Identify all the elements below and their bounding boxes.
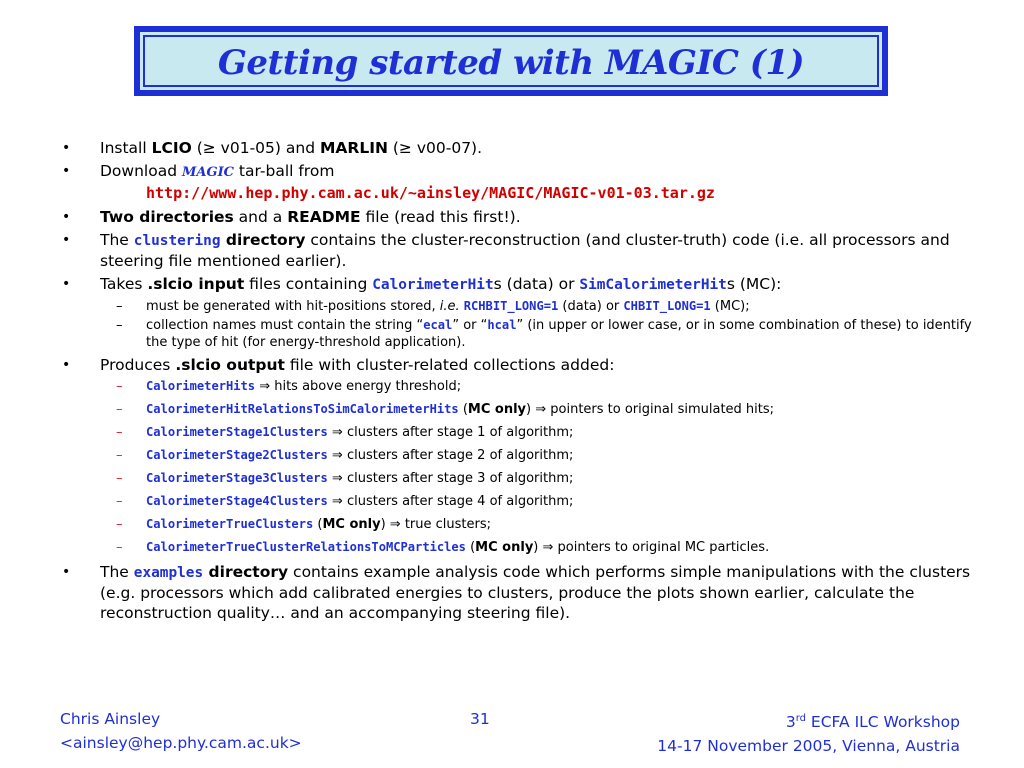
workshop-dates: 14-17 November 2005, Vienna, Austria <box>657 737 960 756</box>
text: file with cluster-related collections added: <box>284 356 615 374</box>
lcio-label: LCIO <box>151 139 192 157</box>
collection-description: ⇒ true clusters; <box>385 517 492 532</box>
text: Download <box>100 162 182 180</box>
dash-icon: – <box>116 494 123 509</box>
subbullet-collection-names <box>60 317 990 351</box>
collection-code: CalorimeterHitRelationsToSimCalorimeterHits <box>146 402 459 416</box>
text: contains the cluster-reconstruction (and cluster-truth) code (i.e. all processors and steering file mentioned earlier). <box>100 231 950 270</box>
text: (≥ v00-07). <box>387 139 483 157</box>
mc-only-label: MC only <box>467 402 527 417</box>
text: s (MC): <box>726 275 782 293</box>
collection-code: CalorimeterStage3Clusters <box>146 471 328 485</box>
collection-item <box>60 470 990 487</box>
dash-icon: – <box>116 540 123 555</box>
mc-only-label: MC only <box>322 517 381 532</box>
bullet-produces <box>60 355 990 375</box>
author-name: Chris Ainsley <box>60 710 161 728</box>
text: and a <box>233 208 288 226</box>
text: ) <box>380 517 386 532</box>
text: file (read this first!). <box>360 208 521 226</box>
author-email: <ainsley@hep.phy.cam.ac.uk> <box>60 734 302 752</box>
text: (MC); <box>710 299 750 314</box>
collection-description: ⇒ clusters after stage 3 of algorithm; <box>327 471 574 486</box>
magic-logo: MAGIC <box>181 165 234 180</box>
examples-code: examples <box>133 565 204 581</box>
collections-list <box>60 378 990 556</box>
collection-description: ⇒ hits above energy threshold; <box>255 379 462 394</box>
bullet-icon: • <box>62 209 71 225</box>
text: ) <box>526 402 532 417</box>
bullet-takes <box>60 274 990 295</box>
collection-code: CalorimeterStage2Clusters <box>146 448 328 462</box>
workshop-name <box>657 707 960 734</box>
bullet-install <box>60 138 990 158</box>
rchbit-code: RCHBIT_LONG=1 <box>463 299 559 313</box>
collection-item <box>60 447 990 464</box>
title-box <box>134 26 888 96</box>
collection-item <box>60 378 990 395</box>
collection-code: CalorimeterStage1Clusters <box>146 425 328 439</box>
collection-item <box>60 516 990 533</box>
text: tar-ball from <box>234 162 335 180</box>
dash-icon: – <box>116 448 123 463</box>
directory-label: directory <box>203 563 289 581</box>
collection-item <box>60 493 990 510</box>
slcio-input-label: .slcio input <box>147 275 245 293</box>
text: collection names must contain the string “ <box>146 318 424 333</box>
collection-item <box>60 401 990 418</box>
collection-code: CalorimeterTrueClusters <box>146 517 314 531</box>
collection-code: CalorimeterStage4Clusters <box>146 494 328 508</box>
slide-title: Getting started with MAGIC (1) <box>217 43 805 83</box>
hcal-code: hcal <box>487 318 517 332</box>
bullet-icon: • <box>62 357 71 373</box>
footer-page-number: 31 <box>470 710 490 728</box>
bullet-icon: • <box>62 564 71 580</box>
readme-label: README <box>287 208 361 226</box>
text: ” or “ <box>452 318 488 333</box>
url-line <box>60 183 990 203</box>
ordinal: 3 <box>785 713 796 732</box>
text: (data) or <box>558 299 624 314</box>
directory-label: directory <box>220 231 306 249</box>
bullet-directories <box>60 207 990 227</box>
dash-icon: – <box>116 517 123 532</box>
collection-description: ⇒ pointers to original MC particles. <box>538 540 770 555</box>
workshop-title: ECFA ILC Workshop <box>806 713 960 732</box>
text: ( <box>313 517 323 532</box>
text: (≥ v01-05) and <box>191 139 320 157</box>
bullet-examples <box>60 562 990 623</box>
marlin-label: MARLIN <box>319 139 388 157</box>
bullet-clustering <box>60 230 990 271</box>
text: s (data) or <box>493 275 580 293</box>
dash-icon: – <box>116 379 123 394</box>
collection-description: ⇒ clusters after stage 1 of algorithm; <box>327 425 574 440</box>
subbullet-hit-positions <box>60 298 990 315</box>
text: must be generated with hit-positions stored, <box>146 299 440 314</box>
footer-author <box>60 707 302 755</box>
bullet-icon: • <box>62 140 71 156</box>
slcio-output-label: .slcio output <box>175 356 285 374</box>
bullet-icon: • <box>62 163 71 179</box>
chbit-code: CHBIT_LONG=1 <box>623 299 711 313</box>
text: Produces <box>100 356 176 374</box>
calorimeterhit-code: CalorimeterHit <box>372 277 494 293</box>
text: ” (in upper or lower case, or in some combination of these) to identify the type of hit (for energy-threshold application). <box>146 318 972 350</box>
collection-description: ⇒ pointers to original simulated hits; <box>531 402 775 417</box>
clustering-code: clustering <box>133 233 221 249</box>
collection-code: CalorimeterTrueClusterRelationsToMCParticles <box>146 540 466 554</box>
dash-icon: – <box>116 471 123 486</box>
dash-icon: – <box>116 318 123 333</box>
collection-description: ⇒ clusters after stage 4 of algorithm; <box>327 494 574 509</box>
slide-content <box>60 138 990 626</box>
dash-icon: – <box>116 299 123 314</box>
footer-workshop <box>657 707 960 758</box>
text: contains example analysis code which performs simple manipulations with the clusters (e.g. processors which add calibrated energies to clusters, produce the plots shown earlier, calculate the reconstruction quality… and an accompanying steering file). <box>100 563 971 622</box>
ecal-code: ecal <box>423 318 453 332</box>
ordinal-suffix: rd <box>795 713 806 724</box>
collection-code: CalorimeterHits <box>146 379 256 393</box>
simcalorimeterhit-code: SimCalorimeterHit <box>579 277 727 293</box>
dash-icon: – <box>116 402 123 417</box>
collection-item <box>60 424 990 441</box>
text: Install <box>100 139 152 157</box>
collection-description: ⇒ clusters after stage 2 of algorithm; <box>327 448 574 463</box>
text: ) <box>533 540 539 555</box>
collection-item <box>60 539 990 556</box>
text: Takes <box>100 275 148 293</box>
text: ( <box>458 402 468 417</box>
mc-only-label: MC only <box>475 540 534 555</box>
dash-icon: – <box>116 425 123 440</box>
text: ( <box>465 540 476 555</box>
bullet-icon: • <box>62 232 71 248</box>
two-directories-label: Two directories <box>100 208 234 226</box>
text: files containing <box>244 275 373 293</box>
text: The <box>100 563 134 581</box>
download-url-link[interactable]: http://www.hep.phy.cam.ac.uk/~ainsley/MAGIC/MAGIC-v01-03.tar.gz <box>146 184 715 202</box>
ie-text: i.e. <box>439 299 460 314</box>
text: The <box>100 231 134 249</box>
bullet-icon: • <box>62 276 71 292</box>
bullet-download <box>60 161 990 183</box>
